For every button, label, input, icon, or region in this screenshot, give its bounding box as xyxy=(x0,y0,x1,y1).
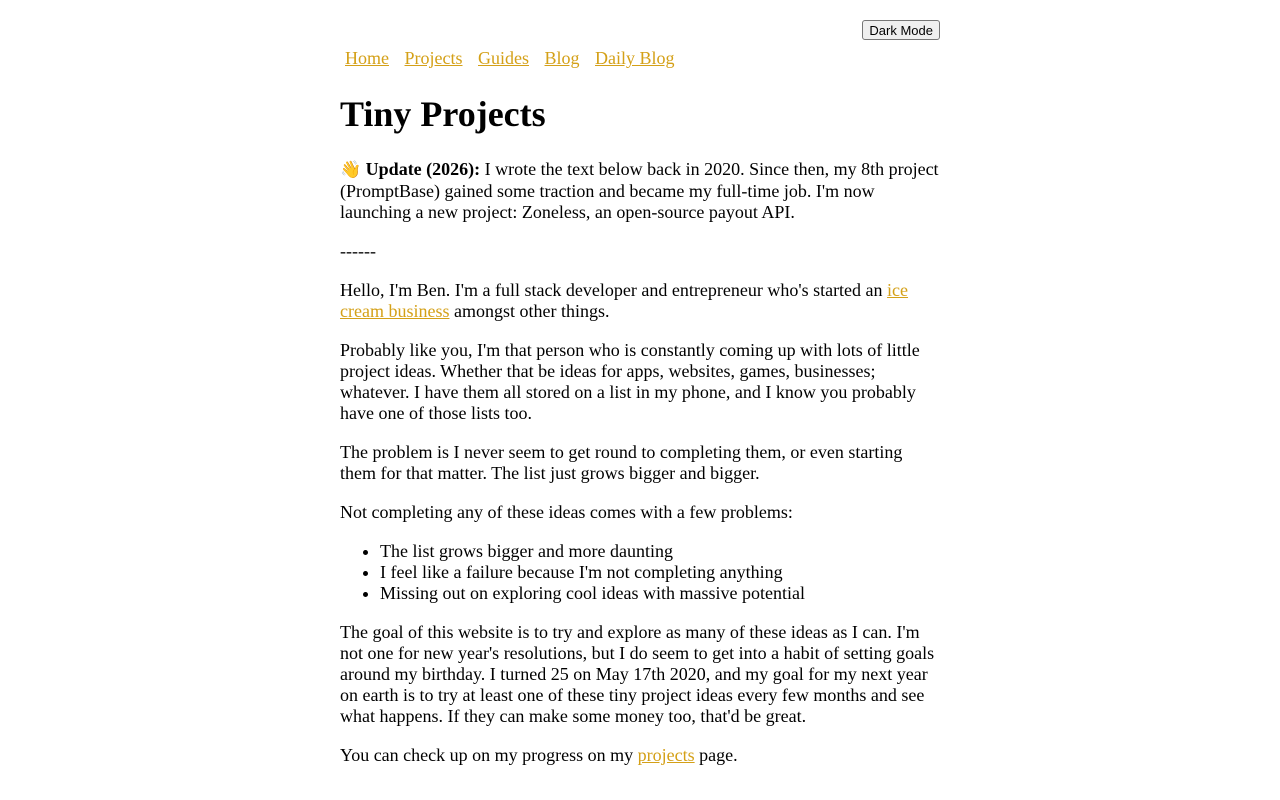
update-paragraph xyxy=(340,159,940,223)
page-title: Tiny Projects xyxy=(340,94,546,134)
intro-paragraph xyxy=(340,280,940,322)
separator-text: ------ xyxy=(340,241,376,261)
nav-link-daily-blog[interactable]: Daily Blog xyxy=(595,48,675,68)
projects-page-link[interactable]: projects xyxy=(637,745,695,765)
progress-text-before: You can check up on my progress on my xyxy=(340,745,638,765)
intro-text-before: Hello, I'm Ben. I'm a full stack developer and entrepreneur who's started an xyxy=(340,280,888,300)
goal-paragraph: The goal of this website is to try and explore as many of these ideas as I can. I'm not one for new year's resolutions, but I do seem to get into a habit of setting goals around my birthday. I turned 25 on May 17th 2020, and my goal for my next year on earth is to try at least one of these tiny project ideas every few months and see what happens. If they can make some money too, that'd be great. xyxy=(340,622,935,726)
main-content xyxy=(340,159,940,784)
update-label: Update (2026): xyxy=(365,159,481,179)
progress-paragraph xyxy=(340,745,940,766)
nav-link-projects[interactable]: Projects xyxy=(404,48,463,68)
nav-link-home[interactable]: Home xyxy=(345,48,389,68)
dark-mode-row xyxy=(862,20,940,40)
ice-cream-business-link[interactable]: ice cream business xyxy=(340,280,909,321)
waving-hand-icon: 👋 xyxy=(340,160,362,180)
problems-list xyxy=(340,541,940,604)
problem-paragraph: The problem is I never seem to get round to completing them, or even starting them for that matter. The list just grows bigger and bigger. xyxy=(340,442,903,483)
list-item: • I feel like a failure because I'm not completing anything xyxy=(380,562,940,583)
list-item: • Missing out on exploring cool ideas with massive potential xyxy=(380,583,940,604)
ideas-paragraph: Probably like you, I'm that person who is constantly coming up with lots of little project ideas. Whether that be ideas for apps, websites, games, businesses; whatever. I have them all stored on a list in my phone, and I know you probably have one of those lists too. xyxy=(340,340,920,423)
main-nav xyxy=(345,46,675,70)
list-item: • The list grows bigger and more daunting xyxy=(380,541,940,562)
progress-text-after: page. xyxy=(694,745,738,765)
dark-mode-button[interactable]: Dark Mode xyxy=(862,20,940,40)
intro-text-after: amongst other things. xyxy=(449,301,610,321)
nav-link-guides[interactable]: Guides xyxy=(478,48,529,68)
not-completing-paragraph: Not completing any of these ideas comes with a few problems: xyxy=(340,502,793,522)
nav-link-blog[interactable]: Blog xyxy=(544,48,580,68)
update-text: I wrote the text below back in 2020. Since then, my 8th project (PromptBase) gained some traction and became my full-time job. I'm now launching a new project: Zoneless, an open-source payout API. xyxy=(340,159,939,222)
